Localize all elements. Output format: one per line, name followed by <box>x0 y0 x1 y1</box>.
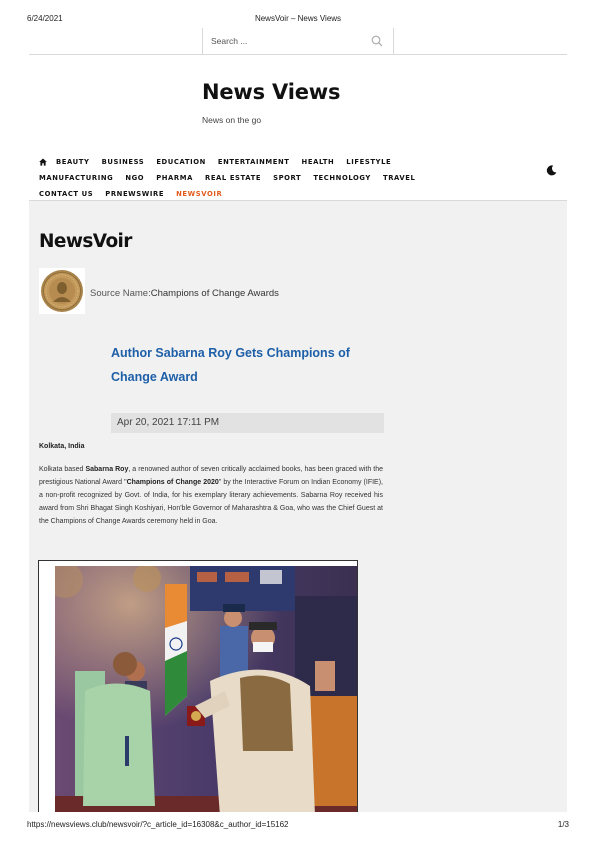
nav-item-contact-us[interactable]: CONTACT US <box>39 190 94 198</box>
nav-item-education[interactable]: EDUCATION <box>156 158 206 166</box>
dark-mode-toggle-icon[interactable] <box>546 165 557 176</box>
article-text: Kolkata based <box>39 466 86 473</box>
award-medal-logo <box>39 268 85 314</box>
article-date-bar <box>111 413 384 433</box>
print-date: 6/24/2021 <box>27 14 63 23</box>
nav-item-pharma[interactable]: PHARMA <box>156 174 193 182</box>
nav-item-real-estate[interactable]: REAL ESTATE <box>204 174 262 182</box>
nav-item-health[interactable]: HEALTH <box>301 158 335 166</box>
print-doc-title: NewsVoir – News Views <box>254 14 342 23</box>
nav-item-beauty[interactable]: BEAUTY <box>56 158 90 166</box>
nav-row <box>39 172 427 184</box>
source-block <box>39 268 439 314</box>
main-content <box>29 201 567 812</box>
site-title[interactable]: News Views <box>202 80 341 104</box>
nav-item-technology[interactable]: TECHNOLOGY <box>313 174 371 182</box>
article-text: , a renowned author of seven critically acclaimed books, has been graced with the prestigious National Award " <box>39 466 384 486</box>
page-title: NewsVoir <box>39 231 132 252</box>
nav-item-entertainment[interactable]: ENTERTAINMENT <box>217 158 290 166</box>
main-navigation <box>29 153 567 201</box>
site-tagline: News on the go <box>202 115 262 125</box>
nav-item-travel[interactable]: TRAVEL <box>382 174 416 182</box>
web-page <box>29 28 567 812</box>
nav-item-newsvoir[interactable]: NEWSVOIR <box>176 190 223 198</box>
home-icon[interactable] <box>39 158 47 166</box>
nav-item-business[interactable]: BUSINESS <box>101 158 145 166</box>
award-name: Champions of Change 2020 <box>126 479 219 486</box>
article-date: Apr 20, 2021 17:11 PM <box>117 417 220 428</box>
nav-item-ngo[interactable]: NGO <box>125 174 145 182</box>
print-page-number: 1/3 <box>557 820 569 829</box>
source-value: Champions of Change Awards <box>150 288 279 299</box>
article-photo <box>38 560 358 812</box>
print-header <box>0 14 596 26</box>
nav-item-lifestyle[interactable]: LIFESTYLE <box>346 158 392 166</box>
source-label: Source Name: <box>90 288 151 299</box>
top-bar <box>29 28 567 55</box>
nav-item-manufacturing[interactable]: MANUFACTURING <box>39 174 114 182</box>
nav-row <box>39 156 403 168</box>
article-text: " by the Interactive Forum on Indian Economy (IFIE), a non-profit recognized by Govt. of India, for his exemplary literary achievements. Sabarna Roy received his award from Shri Bhagat Singh Koshiyari, Hon'ble Governor of Maharashtra & Goa, who was the Chief Guest at the Champions of Change Awards ceremony held in Goa. <box>39 479 383 525</box>
site-branding <box>29 55 567 153</box>
nav-item-sport[interactable]: SPORT <box>273 174 302 182</box>
search-icon[interactable] <box>371 35 383 47</box>
print-footer <box>0 820 596 832</box>
award-ceremony-photo <box>55 566 357 812</box>
source-name <box>90 288 279 299</box>
author-name: Sabarna Roy <box>85 466 129 473</box>
search-input[interactable] <box>211 34 361 48</box>
nav-item-prnewswire[interactable]: PRNEWSWIRE <box>105 190 165 198</box>
article-dateline: Kolkata, India <box>39 443 85 450</box>
print-url: https://newsviews.club/newsvoir/?c_article_id=16308&c_author_id=15162 <box>27 820 289 829</box>
search-box <box>202 28 394 54</box>
article-title[interactable]: Author Sabarna Roy Gets Champions of Change Award <box>111 346 350 384</box>
nav-row <box>39 188 234 200</box>
article-body <box>39 463 383 528</box>
